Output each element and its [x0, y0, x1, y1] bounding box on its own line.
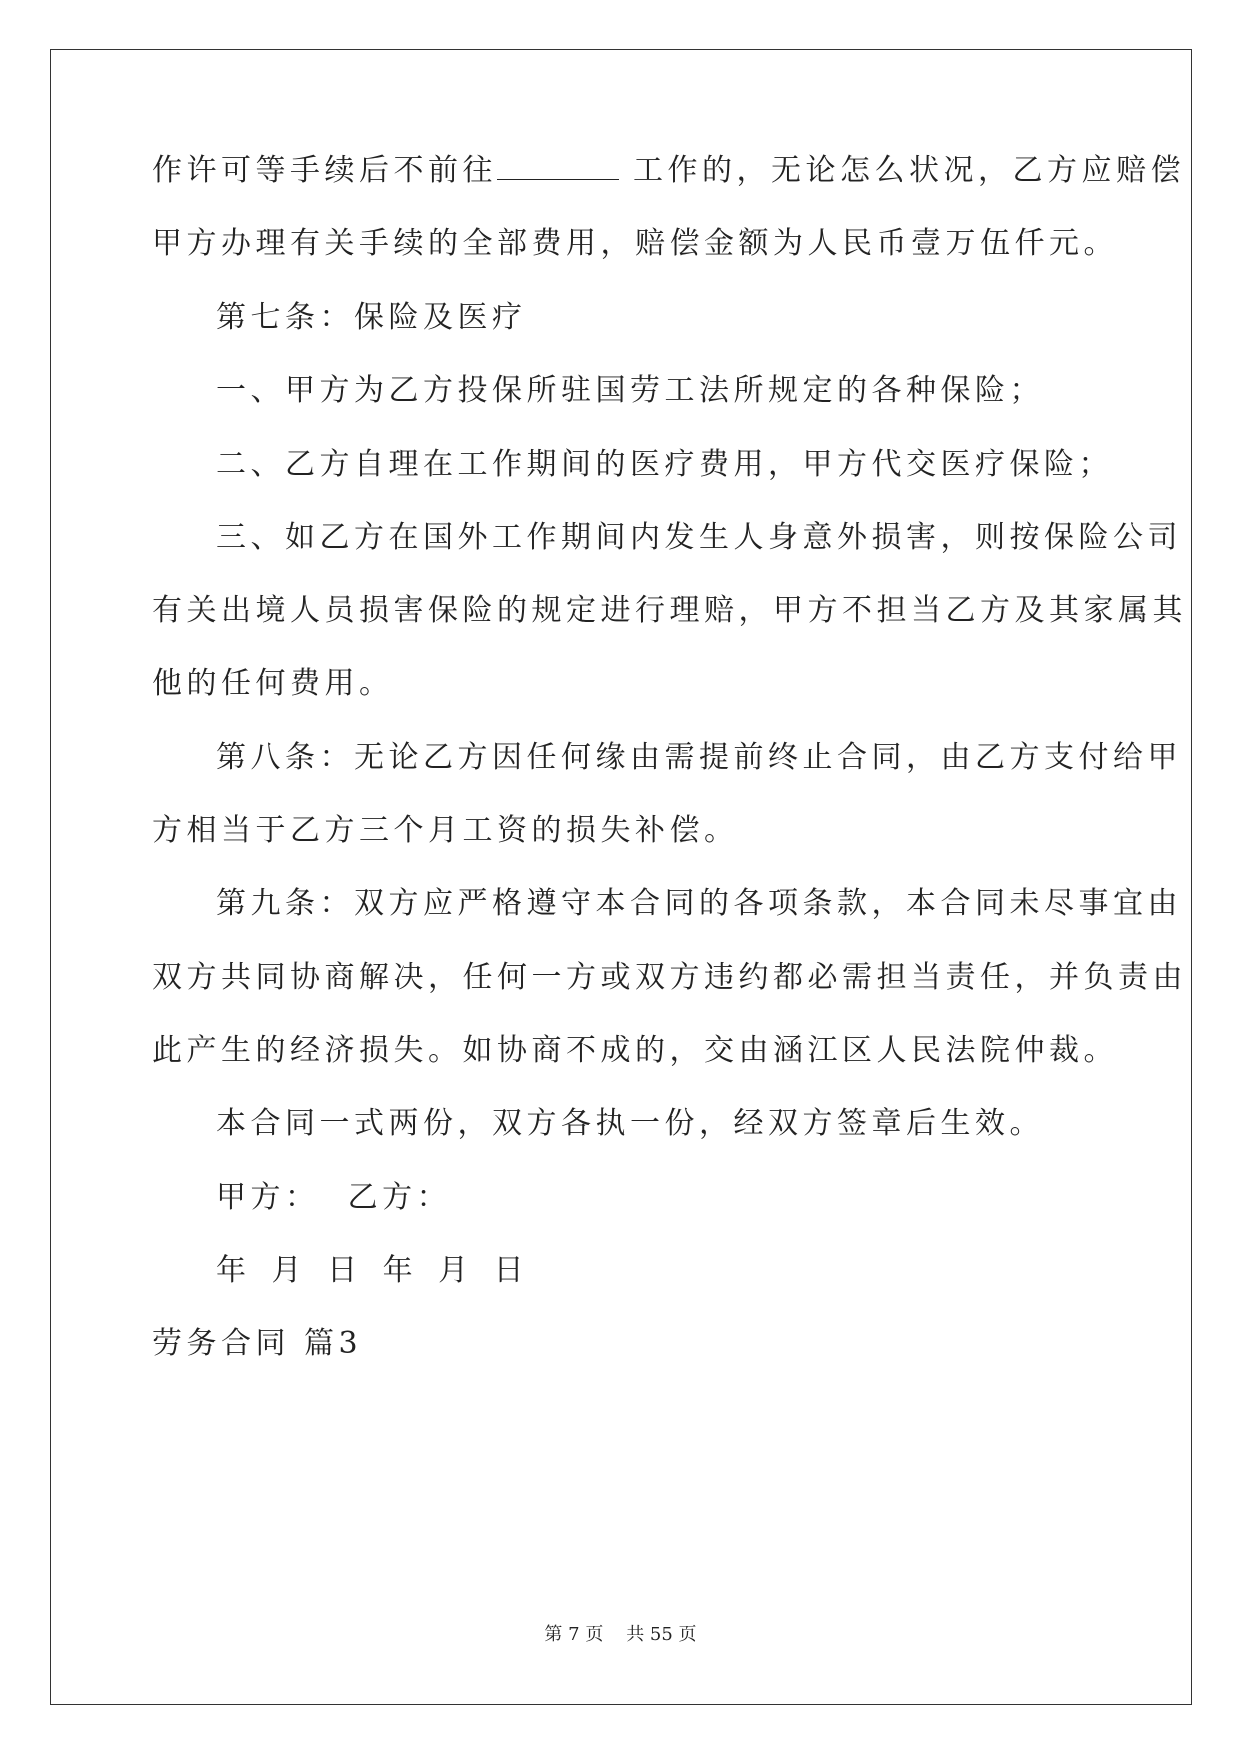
article-7-title: 第七条：保险及医疗 [216, 300, 527, 335]
section-heading: 劳务合同 篇3 [152, 1326, 363, 1361]
copies-clause: 本合同一式两份，双方各执一份，经双方签章后生效。 [216, 1106, 1044, 1141]
paragraph-line: 此产生的经济损失。如协商不成的，交由涵江区人民法院仲裁。 [152, 1033, 1118, 1068]
paragraph-line: 有关出境人员损害保险的规定进行理赔，甲方不担当乙方及其家属其 [152, 593, 1187, 628]
paragraph-line: 双方共同协商解决，任何一方或双方违约都必需担当责任，并负责由 [152, 960, 1187, 995]
paragraph-line: 方相当于乙方三个月工资的损失补偿。 [152, 813, 739, 848]
paragraph-line: 甲方办理有关手续的全部费用，赔偿金额为人民币壹万伍仟元。 [152, 226, 1118, 261]
paragraph-line [152, 151, 1185, 191]
paragraph-line: 他的任何费用。 [152, 666, 394, 701]
article-8: 第八条：无论乙方因任何缘由需提前终止合同，由乙方支付给甲 [216, 740, 1182, 775]
date-line: 年 月 日 年 月 日 [216, 1253, 532, 1288]
article-7-item-1: 一、甲方为乙方投保所驻国劳工法所规定的各种保险； [216, 373, 1044, 408]
text-segment: 工作的，无论怎么状况，乙方应赔偿 [633, 153, 1185, 188]
article-7-item-2: 二、乙方自理在工作期间的医疗费用，甲方代交医疗保险； [216, 447, 1113, 482]
page-footer [0, 1620, 1241, 1646]
signature-line: 甲方： 乙方： [216, 1180, 452, 1215]
text-segment: 作许可等手续后不前往 [152, 153, 497, 188]
article-7-item-3: 三、如乙方在国外工作期间内发生人身意外损害，则按保险公司 [216, 520, 1182, 555]
fill-in-blank [497, 153, 619, 180]
article-9: 第九条：双方应严格遵守本合同的各项条款，本合同未尽事宜由 [216, 886, 1182, 921]
page-number: 第 7 页 共 55 页 [544, 1624, 697, 1645]
